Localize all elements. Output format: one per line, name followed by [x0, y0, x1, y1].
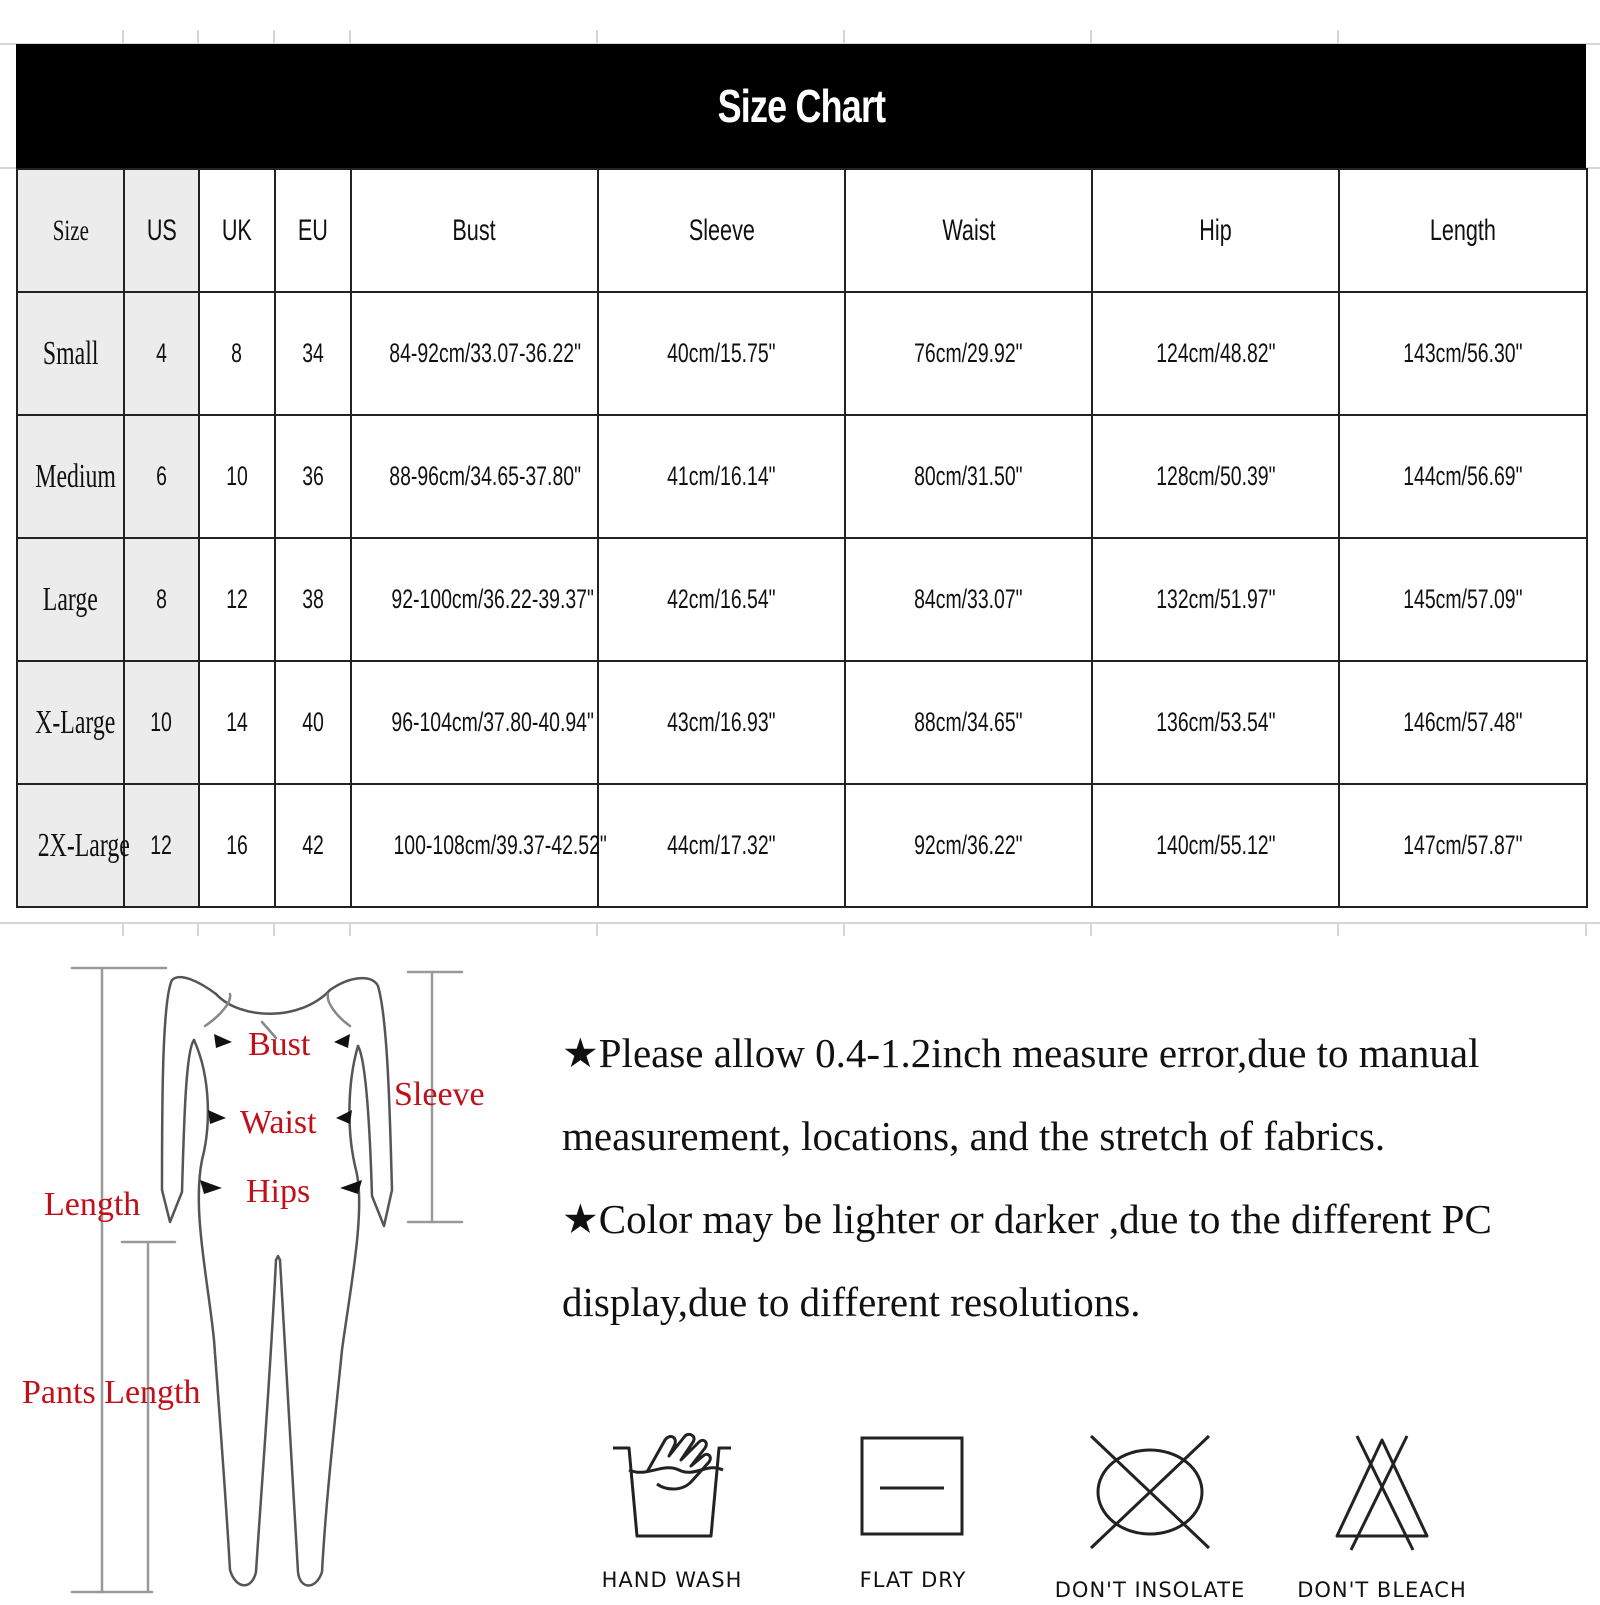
table-header-text: Length — [1429, 213, 1497, 247]
waist-label: Waist — [240, 1104, 317, 1141]
care-hand-wash — [572, 1432, 772, 1592]
table-header-cell — [1092, 169, 1339, 292]
table-cell-text: Medium — [35, 457, 116, 495]
care-dont-insolate — [1050, 1432, 1250, 1602]
table-cell — [845, 538, 1092, 661]
table-cell — [1339, 661, 1587, 784]
table-header-text: Hip — [1199, 213, 1232, 247]
table-cell-text: 144cm/56.69" — [1403, 461, 1523, 491]
size-chart — [16, 44, 1586, 908]
table-header-cell — [124, 169, 199, 292]
table-cell — [275, 415, 351, 538]
table-cell — [199, 415, 275, 538]
size-table — [16, 168, 1588, 908]
table-row — [17, 661, 1587, 784]
flat-dry-label: FLAT DRY — [859, 1568, 967, 1592]
table-cell — [199, 784, 275, 907]
table-cell-text: 36 — [302, 461, 324, 491]
table-cell-text: 80cm/31.50" — [914, 461, 1023, 491]
table-cell-text: 124cm/48.82" — [1155, 338, 1276, 368]
table-header-text: Sleeve — [688, 213, 755, 247]
table-cell — [275, 784, 351, 907]
table-cell-text: 84-92cm/33.07-36.22" — [389, 338, 581, 368]
table-cell-text: 10 — [150, 707, 173, 737]
table-cell — [351, 415, 598, 538]
table-cell-text: 100-108cm/39.37-42.52" — [393, 830, 607, 860]
table-cell-text: 40cm/15.75" — [667, 338, 776, 368]
table-cell-text: 16 — [226, 830, 248, 860]
table-cell — [275, 292, 351, 415]
table-cell-text: 8 — [231, 338, 243, 368]
table-cell-text: 76cm/29.92" — [914, 338, 1023, 368]
table-cell — [351, 292, 598, 415]
table-cell — [1092, 415, 1339, 538]
table-cell-text: 34 — [302, 338, 324, 368]
table-header-text: EU — [297, 213, 329, 247]
table-header-cell — [199, 169, 275, 292]
table-cell — [275, 538, 351, 661]
table-cell — [351, 661, 598, 784]
table-cell-text: Small — [42, 334, 99, 372]
table-cell-text: 44cm/17.32" — [667, 830, 776, 860]
table-header-text: Size — [52, 213, 89, 247]
bust-label: Bust — [248, 1026, 311, 1063]
care-flat-dry — [813, 1432, 1013, 1592]
size-label-cell — [17, 292, 124, 415]
table-header-text: Waist — [941, 213, 996, 247]
table-cell — [845, 415, 1092, 538]
table-cell-text: 38 — [302, 584, 324, 614]
table-cell — [1092, 538, 1339, 661]
table-cell — [275, 661, 351, 784]
table-cell-text: 12 — [150, 830, 173, 860]
table-cell — [845, 661, 1092, 784]
hand-wash-label: HAND WASH — [601, 1568, 743, 1592]
size-label-cell — [17, 415, 124, 538]
table-cell — [1339, 538, 1587, 661]
table-cell-text: 8 — [156, 584, 167, 614]
table-cell-text: X-Large — [35, 703, 116, 741]
table-cell-text: 10 — [226, 461, 248, 491]
table-header-cell — [845, 169, 1092, 292]
measurement-figure — [0, 960, 520, 1600]
table-cell — [199, 292, 275, 415]
table-cell — [1339, 784, 1587, 907]
table-cell — [1339, 415, 1587, 538]
table-cell — [598, 538, 845, 661]
table-cell — [598, 661, 845, 784]
table-cell-text: 14 — [226, 707, 248, 737]
table-cell — [1339, 292, 1587, 415]
table-cell — [124, 415, 199, 538]
table-cell-text: 41cm/16.14" — [667, 461, 776, 491]
table-cell-text: 146cm/57.48" — [1403, 707, 1523, 737]
table-cell-text: 92cm/36.22" — [914, 830, 1023, 860]
table-cell — [845, 784, 1092, 907]
table-cell — [199, 661, 275, 784]
pants-length-label: Pants Length — [22, 1374, 201, 1411]
table-cell-text: 88-96cm/34.65-37.80" — [389, 461, 581, 491]
table-header-cell — [1339, 169, 1587, 292]
dont-insolate-icon — [1085, 1432, 1215, 1552]
table-cell-text: 40 — [302, 707, 324, 737]
dont-insolate-label: DON'T INSOLATE — [1054, 1578, 1246, 1602]
table-cell-text: 4 — [156, 338, 167, 368]
table-cell-text: 140cm/55.12" — [1155, 830, 1276, 860]
table-cell — [351, 538, 598, 661]
flat-dry-icon — [858, 1432, 968, 1542]
table-header-cell — [275, 169, 351, 292]
table-cell — [124, 538, 199, 661]
table-cell — [845, 292, 1092, 415]
care-dont-bleach — [1282, 1432, 1482, 1602]
dont-bleach-icon — [1327, 1432, 1437, 1552]
note-color-variation: ★Color may be lighter or darker ,due to the different PC display,due to different resolutions. — [562, 1196, 1492, 1325]
table-cell — [1092, 784, 1339, 907]
table-cell-text: 92-100cm/36.22-39.37" — [391, 584, 594, 614]
table-row — [17, 538, 1587, 661]
table-cell-text: 42cm/16.54" — [667, 584, 776, 614]
table-cell-text: 6 — [156, 461, 167, 491]
table-header-text: US — [146, 213, 177, 247]
table-cell — [598, 292, 845, 415]
size-label-cell — [17, 538, 124, 661]
table-cell — [199, 538, 275, 661]
table-cell — [351, 784, 607, 907]
size-chart-title: Size Chart — [717, 80, 885, 132]
table-row — [17, 415, 1587, 538]
sleeve-label: Sleeve — [394, 1076, 485, 1113]
table-cell-text: 84cm/33.07" — [914, 584, 1023, 614]
table-header-text: UK — [221, 213, 253, 247]
note-measure-error: ★Please allow 0.4-1.2inch measure error,due to manual measurement, locations, and the stretch of fabrics. — [562, 1030, 1480, 1159]
table-cell-text: 143cm/56.30" — [1403, 338, 1523, 368]
table-header-cell — [17, 169, 124, 292]
table-cell-text: 147cm/57.87" — [1403, 830, 1523, 860]
table-cell-text: 43cm/16.93" — [667, 707, 776, 737]
size-chart-header — [16, 44, 1586, 168]
table-cell-text: 132cm/51.97" — [1155, 584, 1276, 614]
table-cell-text: 145cm/57.09" — [1403, 584, 1523, 614]
dont-bleach-label: DON'T BLEACH — [1297, 1578, 1467, 1602]
table-header-cell — [351, 169, 598, 292]
table-cell-text: Large — [42, 580, 99, 618]
table-cell-text: 42 — [302, 830, 324, 860]
table-header-row — [17, 169, 1587, 292]
table-cell-text: 88cm/34.65" — [914, 707, 1023, 737]
table-cell-text: 128cm/50.39" — [1155, 461, 1276, 491]
care-notes — [562, 1012, 1572, 1344]
table-cell — [124, 784, 199, 907]
table-row — [17, 784, 1587, 907]
table-cell — [124, 661, 199, 784]
table-cell-text: 2X-Large — [37, 826, 130, 864]
size-label-cell — [17, 784, 130, 907]
size-label-cell — [17, 661, 124, 784]
table-row — [17, 292, 1587, 415]
table-cell — [1092, 661, 1339, 784]
table-cell-text: 12 — [226, 584, 248, 614]
hand-wash-icon — [607, 1432, 737, 1542]
hips-label: Hips — [246, 1173, 311, 1210]
table-cell — [598, 784, 845, 907]
table-header-cell — [598, 169, 845, 292]
table-header-text: Bust — [452, 213, 497, 247]
table-cell-text: 136cm/53.54" — [1155, 707, 1276, 737]
length-label: Length — [44, 1186, 141, 1223]
table-cell — [598, 415, 845, 538]
table-cell — [124, 292, 199, 415]
table-cell — [1092, 292, 1339, 415]
table-cell-text: 96-104cm/37.80-40.94" — [391, 707, 594, 737]
